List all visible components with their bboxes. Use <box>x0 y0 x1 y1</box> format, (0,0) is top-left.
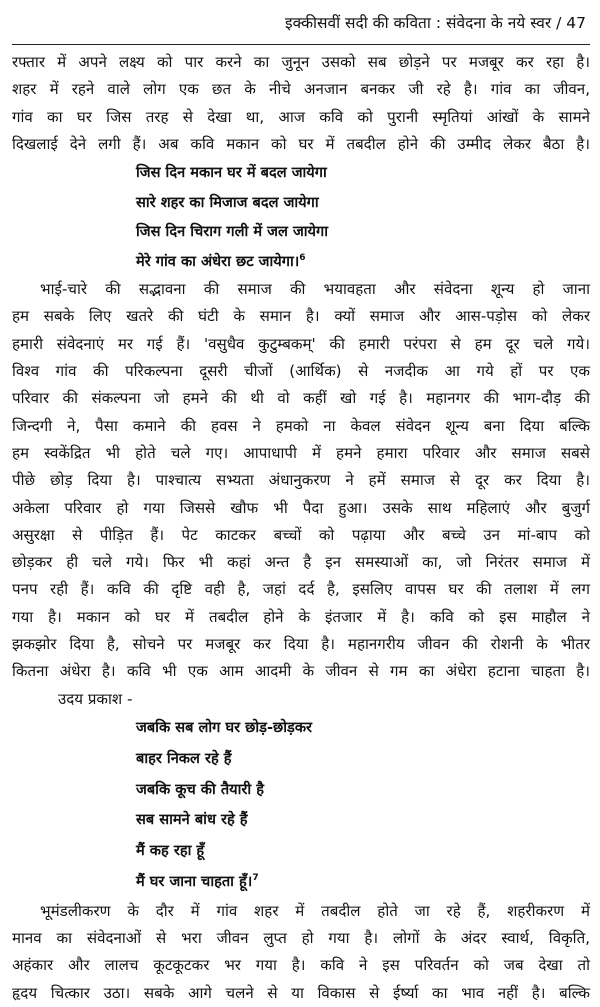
text-line: दिखलाई देने लगी हैं। अब कवि मकान को घर में तबदील होने की उम्मीद लेकर बैठा है। <box>12 134 590 153</box>
text-line: गांव का घर जिस तरह से देखा था, आज कवि को पुरानी स्मृतियां आंखों के सामने <box>12 107 590 126</box>
text-line: असुरक्षा से पीड़ित हैं। पेट काटकर बच्चों को पढ़ाया और बच्चे उन मां-बाप को <box>12 525 590 544</box>
paragraph-1 <box>12 49 590 158</box>
text-line: हमारी संवेदनाएं मर गई हैं। 'वसुधैव कुटुम्बकम्' की हमारी परंपरा से हम दूर चले गये। <box>12 334 590 353</box>
text-line: मानव का संवेदनाओं से भरा जीवन लुप्त हो गया है। लोगों के अंदर स्वार्थ, विकृति, <box>12 929 590 948</box>
verse-line: जिस दिन चिराग गली में जल जायेगा <box>136 223 329 241</box>
verse-line-with-note <box>136 867 590 898</box>
verse-quote-2 <box>12 713 590 898</box>
text-line: अहंकार और लालच कूटकूटकर भर गया है। कवि ने इस परिवर्तन को जब देखा तो <box>12 956 590 975</box>
text-line: शहर में रहने वाले लोग एक छत के नीचे अनजान बनकर जी रहे है। गांव का जीवन, <box>12 80 590 99</box>
verse-line: सब सामने बांध रहे हैं <box>136 811 248 829</box>
verse-line: जबकि कूच की तैयारी है <box>136 780 264 798</box>
poet-label: उदय प्रकाश - <box>58 689 133 708</box>
verse-quote-1 <box>12 158 590 276</box>
verse-line: बाहर निकल रहे हैं <box>136 749 232 767</box>
page-body <box>12 49 590 1007</box>
text-line: परिवार की संकल्पना जो हमने की थी वो कहीं खो गई है। महानगर की भाग-दौड़ की <box>12 389 590 408</box>
verse-line: मैं कह रहा हूँ <box>136 842 205 860</box>
verse-line-with-note <box>136 247 590 277</box>
paragraph-3 <box>12 898 590 1007</box>
text-line: भाई-चारे की सद्भावना की समाज की भयावहता और संवेदना शून्य हो जाना <box>40 280 590 299</box>
text-line: गया है। मकान को घर में तबदील होने के इंतजार में है। कवि को इस माहौल ने <box>12 607 590 626</box>
text-line: पनप रही हैं। कवि की दृष्टि वही है, जहां दर्द है, इसलिए वापस घर की तलाश में लग <box>12 580 590 599</box>
text-line: पीछे छोड़ दिया है। पाश्चात्य सभ्यता अंधानुकरण ने हमें समाज से दूर कर दिया है। <box>12 471 590 490</box>
footnote-marker: 6 <box>299 252 306 263</box>
verse-line: जबकि सब लोग घर छोड़-छोड़कर <box>136 718 313 736</box>
text-line: हृदय चित्कार उठा। सबके आगे चलने से या विकास से ईर्ष्या का भाव नहीं है। बल्कि <box>12 983 590 1002</box>
text-line: झकझोर दिया है, सोचने पर मजबूर कर दिया है। महानगरीय जीवन की रोशनी के भीतर <box>12 635 590 654</box>
running-header <box>12 0 590 45</box>
running-title: इक्कीसवीं सदी की कविता : संवेदना के नये स्वर / 47 <box>285 14 586 32</box>
text-line: कितना अंधेरा है। कवि भी एक आम आदमी के जीवन से गम का अंधेरा हटाना चाहता है। <box>12 662 590 681</box>
text-line: छोड़कर ही चले गये। फिर भी कहां अन्त है इन समस्याओं का, जो निरंतर समाज में <box>12 553 590 572</box>
verse-line: मैं घर जाना चाहता हूँ। <box>136 872 253 890</box>
text-line: जिन्दगी ने, पैसा कमाने की हवस ने हमको ना केवल संवेदन शून्य बना दिया बल्कि <box>12 416 590 435</box>
text-line: हम स्वकेंद्रित भी होते चले गए। आपाधापी में हमने हमारा परिवार और समाज सबसे <box>12 443 590 462</box>
paragraph-2 <box>12 276 590 685</box>
verse-line: मेरे गांव का अंधेरा छट जायेगा। <box>136 252 300 270</box>
text-line: अकेला परिवार हो गया जिससे खौफ भी पैदा हुआ। उसके साथ महिलाएं और बुजुर्ग <box>12 498 590 517</box>
verse-line: जिस दिन मकान घर में बदल जायेगा <box>136 164 327 182</box>
text-line: भूमंडलीकरण के दौर में गांव शहर में तबदील होते जा रहे हैं, शहरीकरण में <box>40 901 590 920</box>
text-line: विश्व गांव की परिकल्पना दूसरी चीजों (आर्थिक) से नजदीक आ गये हों पर एक <box>12 362 590 381</box>
verse-line: सारे शहर का मिजाज बदल जायेगा <box>136 193 319 211</box>
text-line: हम सबके लिए खतरे की घंटी के समान है। क्यों समाज और आस-पड़ोस को लेकर <box>12 307 590 326</box>
footnote-marker: 7 <box>252 872 259 883</box>
text-line: रफ्तार में अपने लक्ष्य को पार करने का जुनून उसको सब छोड़ने पर मजबूर कर रहा है। <box>12 53 590 71</box>
